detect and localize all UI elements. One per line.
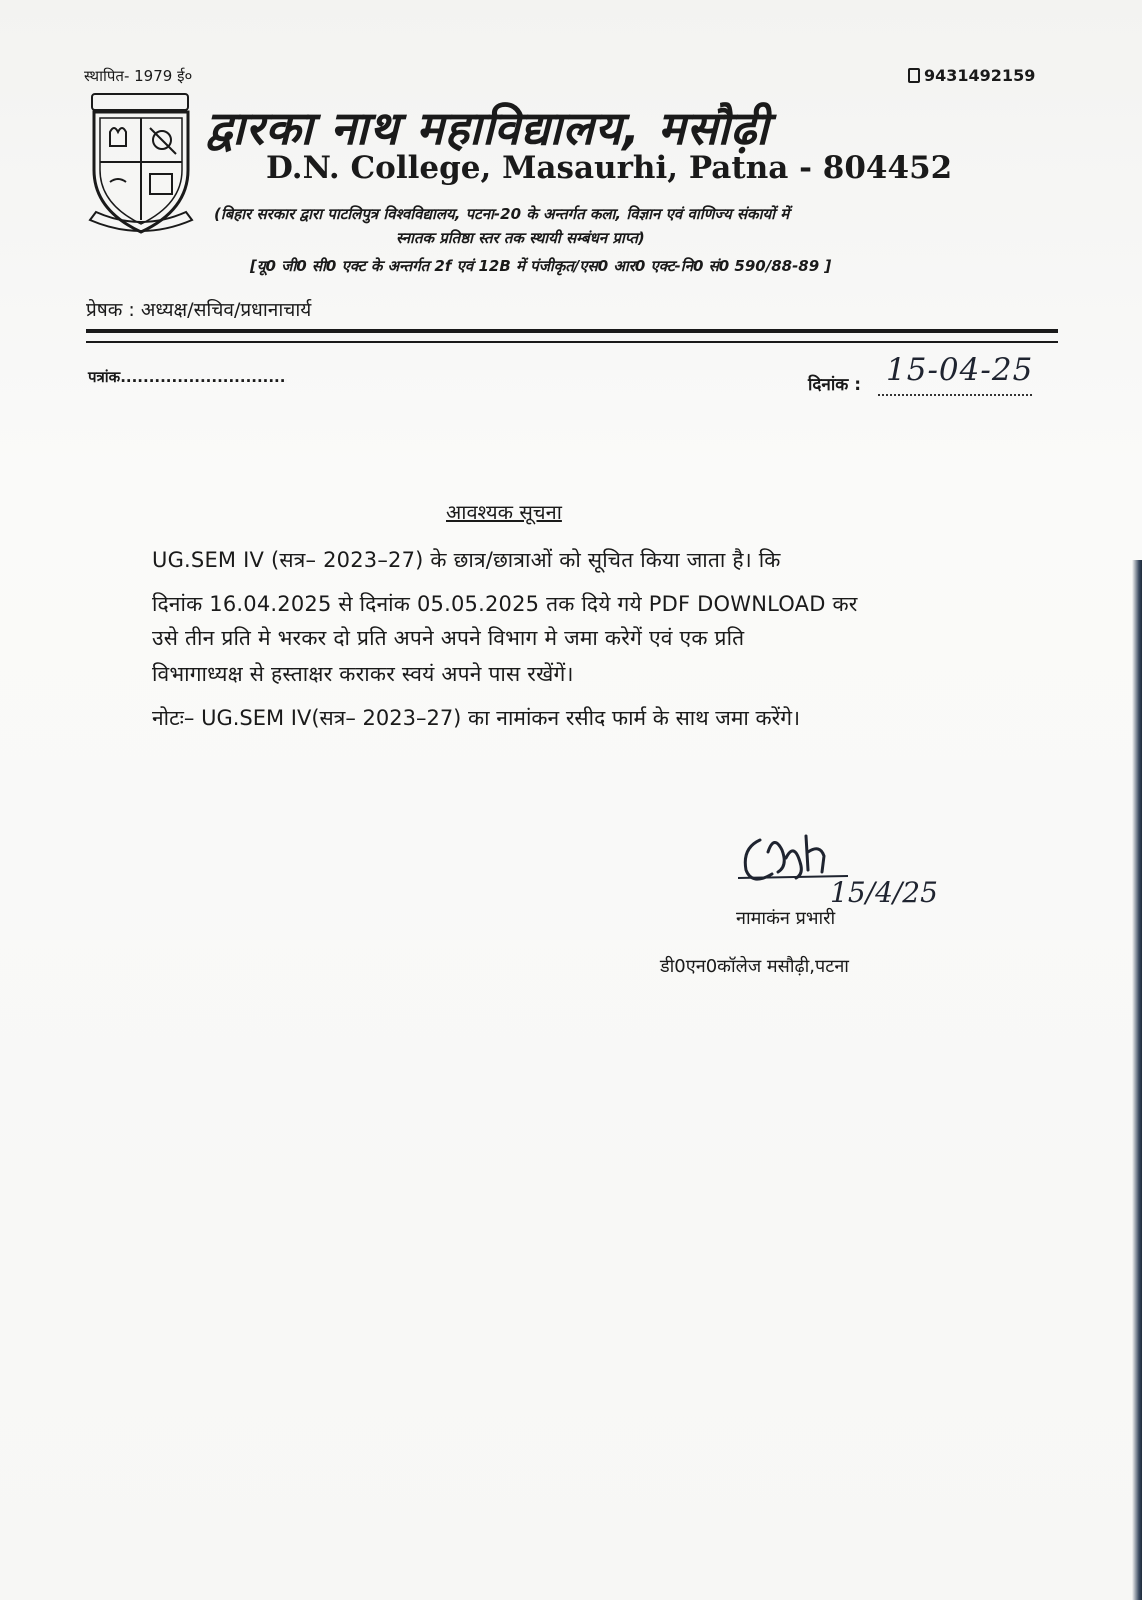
college-name-hindi: द्वारका नाथ महाविद्यालय, मसौढ़ी bbox=[206, 101, 770, 155]
notice-title: आवश्यक सूचना bbox=[446, 500, 562, 524]
affiliation-line-1: (बिहार सरकार द्वारा पाटलिपुत्र विश्वविद्यालय, पटना-20 के अन्तर्गत कला, विज्ञान एवं वाणिज्य संकायों में bbox=[214, 205, 790, 223]
notice-body-line: UG.SEM IV (सत्र– 2023–27) के छात्र/छात्राओं को सूचित किया जाता है। कि bbox=[152, 548, 781, 572]
notice-body-line: विभागाध्यक्ष से हस्ताक्षर कराकर स्वयं अपने पास रखेंगें। bbox=[152, 662, 574, 686]
affiliation-line-2: स्नातक प्रतिष्ठा स्तर तक स्थायी सम्बंधन प्राप्त) bbox=[396, 229, 645, 247]
date-dotted-line bbox=[878, 394, 1032, 396]
sender-line: प्रेषक : अध्यक्ष/सचिव/प्रधानाचार्य bbox=[86, 299, 312, 321]
phone-number bbox=[908, 66, 1035, 85]
handwritten-date: 15-04-25 bbox=[886, 352, 1034, 388]
notice-body-line: उसे तीन प्रति मे भरकर दो प्रति अपने अपने विभाग मे जमा करेगें एवं एक प्रति bbox=[152, 626, 745, 650]
signatory-title: नामाकंन प्रभारी bbox=[736, 908, 836, 929]
phone-icon bbox=[908, 68, 920, 83]
notice-body-line: दिनांक 16.04.2025 से दिनांक 05.05.2025 तक दिये गये PDF DOWNLOAD कर bbox=[152, 592, 858, 616]
college-emblem bbox=[86, 92, 196, 242]
notice-note: नोटः– UG.SEM IV(सत्र– 2023–27) का नामांकन रसीद फार्म के साथ जमा करेंगे। bbox=[152, 706, 801, 730]
paper-edge-shadow bbox=[1132, 560, 1142, 1600]
signatory-institution: डी0एन0कॉलेज मसौढ़ी,पटना bbox=[660, 956, 849, 977]
phone-text: 9431492159 bbox=[924, 66, 1036, 85]
header-rule-thin bbox=[86, 341, 1058, 343]
signature-date: 15/4/25 bbox=[830, 876, 938, 909]
college-name-english: D.N. College, Masaurhi, Patna - 804452 bbox=[266, 150, 953, 186]
date-label: दिनांक : bbox=[808, 375, 862, 395]
letter-number-label: पत्रांक............................. bbox=[88, 368, 286, 386]
registration-line: [यू0 जी0 सी0 एक्ट के अन्तर्गत 2f एवं 12B में पंजीकृत/एस0 आर0 एक्ट-नि0 सं0 590/88-89 ] bbox=[250, 257, 832, 275]
handwritten-signature bbox=[738, 822, 988, 912]
header-rule-thick bbox=[86, 329, 1058, 333]
established-year: स्थापित- 1979 ई० bbox=[84, 67, 193, 85]
